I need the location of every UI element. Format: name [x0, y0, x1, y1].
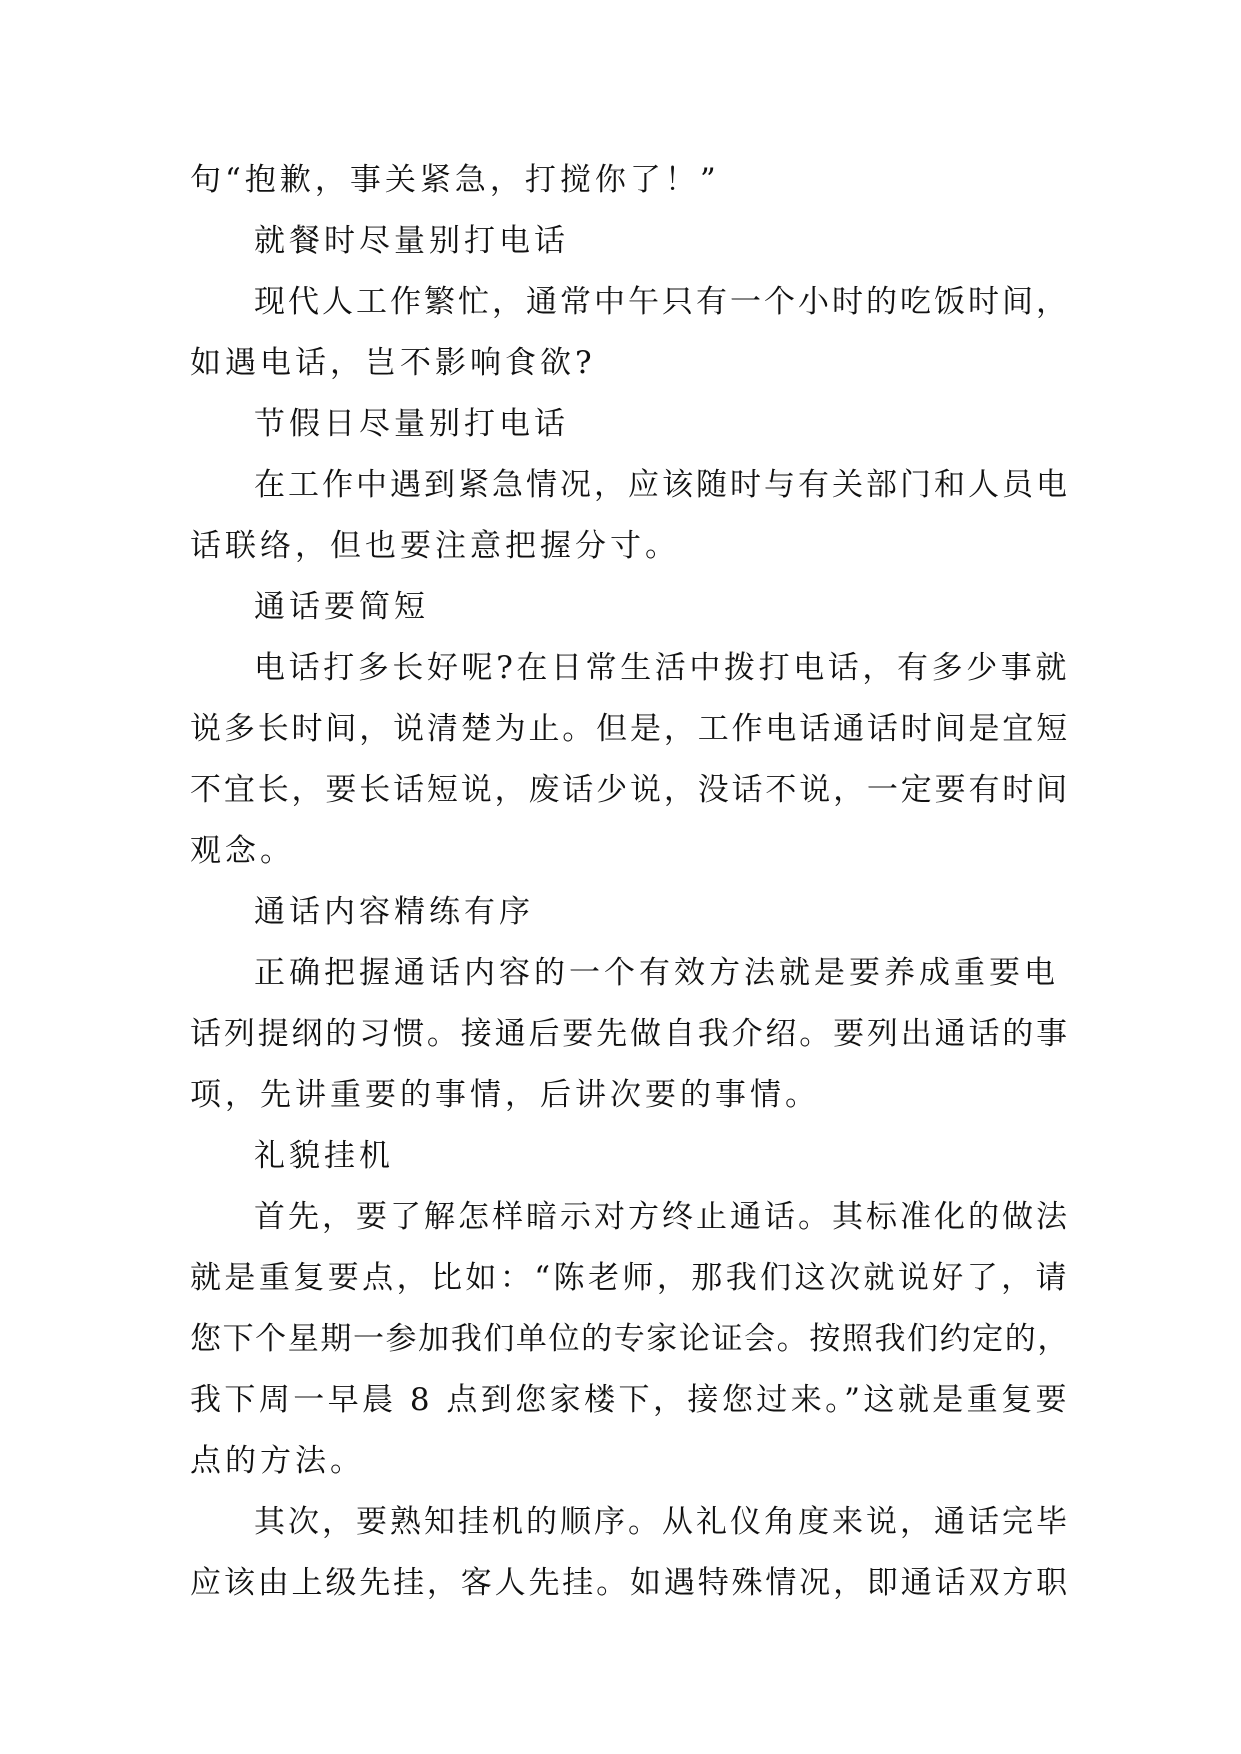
document-page	[190, 150, 1070, 1614]
text-line: 其次，要熟知挂机的顺序。从礼仪角度来说，通话完毕	[254, 1504, 1070, 1540]
text-line: 在工作中遇到紧急情况，应该随时与有关部门和人员电	[254, 467, 1070, 503]
text-line: 礼貌挂机	[254, 1138, 394, 1174]
text-line: 现代人工作繁忙，通常中午只有一个小时的吃饭时间，	[254, 284, 1070, 320]
text-line: 就是重复要点，比如：“陈老师，那我们这次就说好了，请	[190, 1260, 1070, 1296]
text-line: 电话打多长好呢?在日常生活中拨打电话，有多少事就	[254, 650, 1070, 686]
text-line: 观念。	[190, 833, 295, 869]
text-line: 说多长时间，说清楚为止。但是，工作电话通话时间是宜短	[190, 711, 1070, 747]
text-line: 就餐时尽量别打电话	[254, 223, 569, 259]
text-line: 应该由上级先挂，客人先挂。如遇特殊情况，即通话双方职	[190, 1565, 1070, 1601]
text-line: 句“抱歉，事关紧急，打搅你了！”	[190, 162, 720, 198]
text-line: 您下个星期一参加我们单位的专家论证会。按照我们约定的，	[190, 1321, 1070, 1357]
text-line: 项，先讲重要的事情，后讲次要的事情。	[190, 1077, 820, 1113]
text-line: 我下周一早晨 8 点到您家楼下，接您过来。”这就是重复要	[190, 1382, 1070, 1418]
text-line: 通话内容精练有序	[254, 894, 534, 930]
text-line: 通话要简短	[254, 589, 429, 625]
text-line: 节假日尽量别打电话	[254, 406, 569, 442]
text-line: 点的方法。	[190, 1443, 365, 1479]
text-line: 话联络，但也要注意把握分寸。	[190, 528, 680, 564]
text-line: 不宜长，要长话短说，废话少说，没话不说，一定要有时间	[190, 772, 1070, 808]
text-line: 首先，要了解怎样暗示对方终止通话。其标准化的做法	[254, 1199, 1070, 1235]
text-line: 正确把握通话内容的一个有效方法就是要养成重要电	[254, 955, 1059, 991]
text-line: 如遇电话，岂不影响食欲?	[190, 345, 596, 381]
text-line: 话列提纲的习惯。接通后要先做自我介绍。要列出通话的事	[190, 1016, 1070, 1052]
